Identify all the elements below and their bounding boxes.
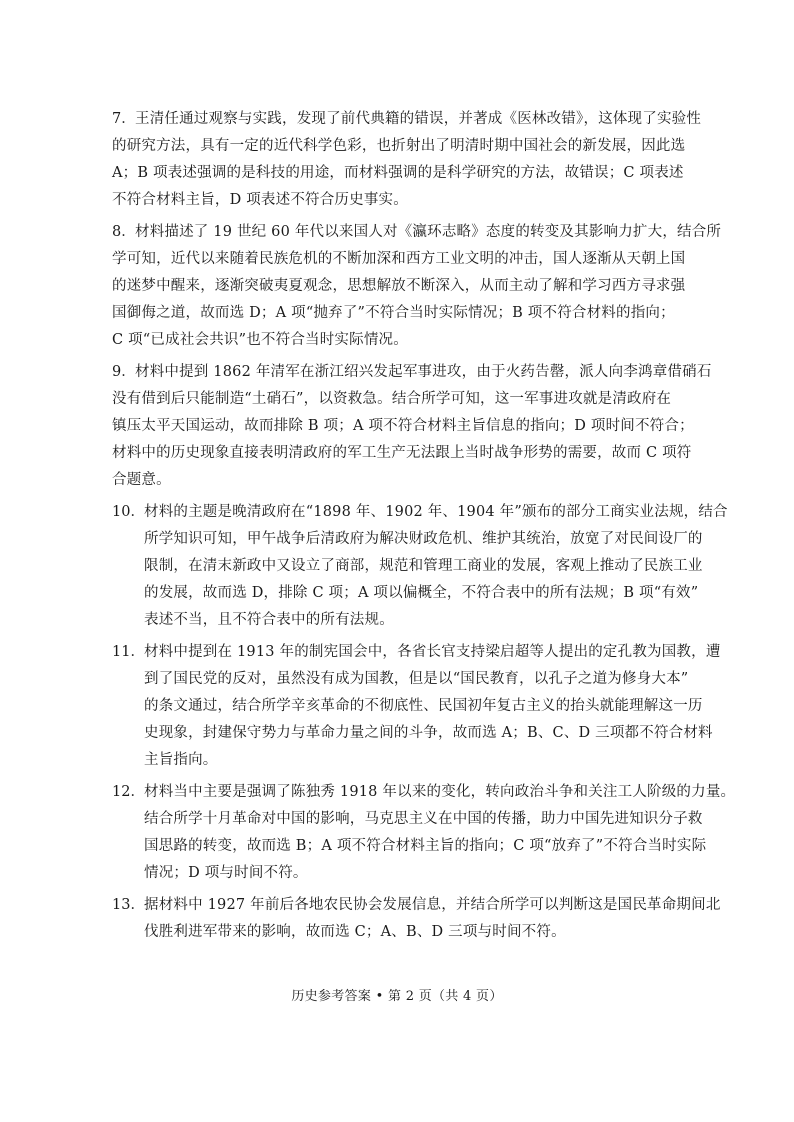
- text-line: 的研究方法，具有一定的近代科学色彩，也折射出了明清时期中国社会的新发展，因此选: [112, 138, 686, 154]
- item-text: [144, 779, 736, 887]
- text-line: 没有借到后只能制造“土硝石”，以资救急。结合所学可知，这一军事进攻就是清政府在: [112, 391, 672, 407]
- text-line: 国御侮之道，故而选 D；A 项“抛弃了”不符合当时实际情况；B 项不符合材料的指向；: [112, 305, 675, 321]
- answer-item-11: [112, 639, 721, 774]
- page-footer: 历史参考答案 • 第 2 页（共 4 页）: [291, 989, 503, 1004]
- answer-item-7: [112, 106, 702, 214]
- text-line: 学可知，近代以来随着民族危机的不断加深和西方工业文明的冲击，国人逐渐从天朝上国: [112, 251, 686, 267]
- text-line: 史现象，封建保守势力与革命力量之间的斗争，故而选 A；B、C、D 三项都不符合材料: [144, 725, 713, 741]
- item-number: 12．: [112, 784, 145, 800]
- text-line: 情况；D 项与时间不符。: [144, 865, 308, 881]
- text-line: 据材料中 1927 年前后各地农民协会发展信息，并结合所学可以判断这是国民革命期间北: [144, 897, 721, 913]
- answer-item-12: [112, 779, 736, 887]
- text-line: 材料中提到在 1913 年的制宪国会中，各省长官支持梁启超等人提出的定孔教为国教，遭: [144, 644, 721, 660]
- item-number: 11．: [112, 644, 145, 660]
- item-number: 10．: [112, 504, 145, 520]
- text-line: 结合所学十月革命对中国的影响，马克思主义在中国的传播，助力中国先进知识分子救: [144, 811, 703, 827]
- text-line: 材料中的历史现象直接表明清政府的军工生产无法跟上当时战争形势的需要，故而 C 项符: [112, 445, 692, 461]
- text-line: 不符合材料主旨，D 项表述不符合历史事实。: [112, 192, 408, 208]
- item-number: 13．: [112, 897, 145, 913]
- text-line: 的迷梦中醒来，逐渐突破夷夏观念，思想解放不断深入，从而主动了解和学习西方寻求强: [112, 278, 686, 294]
- text-line: 到了国民党的反对，虽然没有成为国教，但是以“国民教育，以孔子之道为修身大本”: [144, 671, 689, 687]
- item-text: [144, 892, 721, 946]
- text-line: 材料当中主要是强调了陈独秀 1918 年以来的变化，转向政治斗争和关注工人阶级的力量。: [144, 784, 736, 800]
- text-line: 表述不当，且不符合表中的所有法规。: [144, 612, 394, 628]
- item-text: [112, 359, 712, 494]
- text-line: A；B 项表述强调的是科技的用途，而材料强调的是科学研究的方法，故错误；C 项表述: [112, 165, 684, 181]
- text-line: 合题意。: [112, 472, 171, 488]
- answer-item-9: [112, 359, 712, 494]
- text-line: 材料中提到 1862 年清军在浙江绍兴发起军事进攻，由于火药告罄，派人向李鸿章借硝石: [135, 364, 712, 380]
- answer-item-13: [112, 892, 721, 946]
- text-line: 国思路的转变，故而选 B；A 项不符合材料主旨的指向；C 项“放弃了”不符合当时实际: [144, 838, 707, 854]
- item-number: 7．: [112, 111, 136, 127]
- answer-item-10: [112, 499, 728, 634]
- item-text: [144, 499, 728, 634]
- text-line: 材料描述了 19 世纪 60 年代以来国人对《瀛环志略》态度的转变及其影响力扩大，结合所: [135, 224, 722, 240]
- text-line: 王清任通过观察与实践，发现了前代典籍的错误，并著成《医林改错》，这体现了实验性: [135, 111, 702, 127]
- text-line: 所学知识可知，甲午战争后清政府为解决财政危机、维护其统治，放宽了对民间设厂的: [144, 531, 703, 547]
- text-line: 的发展，故而选 D，排除 C 项；A 项以偏概全，不符合表中的所有法规；B 项“有效”: [144, 585, 699, 601]
- text-line: 镇压太平天国运动，故而排除 B 项；A 项不符合材料主旨信息的指向；D 项时间不符合；: [112, 418, 694, 434]
- text-line: 伐胜利进军带来的影响，故而选 C；A、B、D 三项与时间不符。: [144, 924, 566, 940]
- item-number: 9．: [112, 364, 136, 380]
- text-line: 限制，在清末新政中又设立了商部，规范和管理工商业的发展，客观上推动了民族工业: [144, 558, 703, 574]
- item-text: [112, 106, 702, 214]
- text-line: 的条文通过，结合所学辛亥革命的不彻底性、民国初年复古主义的抬头就能理解这一历: [144, 698, 703, 714]
- answer-item-8: [112, 219, 722, 354]
- item-text: [112, 219, 722, 354]
- item-number: 8．: [112, 224, 136, 240]
- text-line: 材料的主题是晚清政府在“1898 年、1902 年、1904 年”颁布的部分工商实业法规，结合: [144, 504, 728, 520]
- text-line: 主旨指向。: [144, 752, 218, 768]
- text-line: C 项“已成社会共识”也不符合当时实际情况。: [112, 332, 408, 348]
- item-text: [144, 639, 721, 774]
